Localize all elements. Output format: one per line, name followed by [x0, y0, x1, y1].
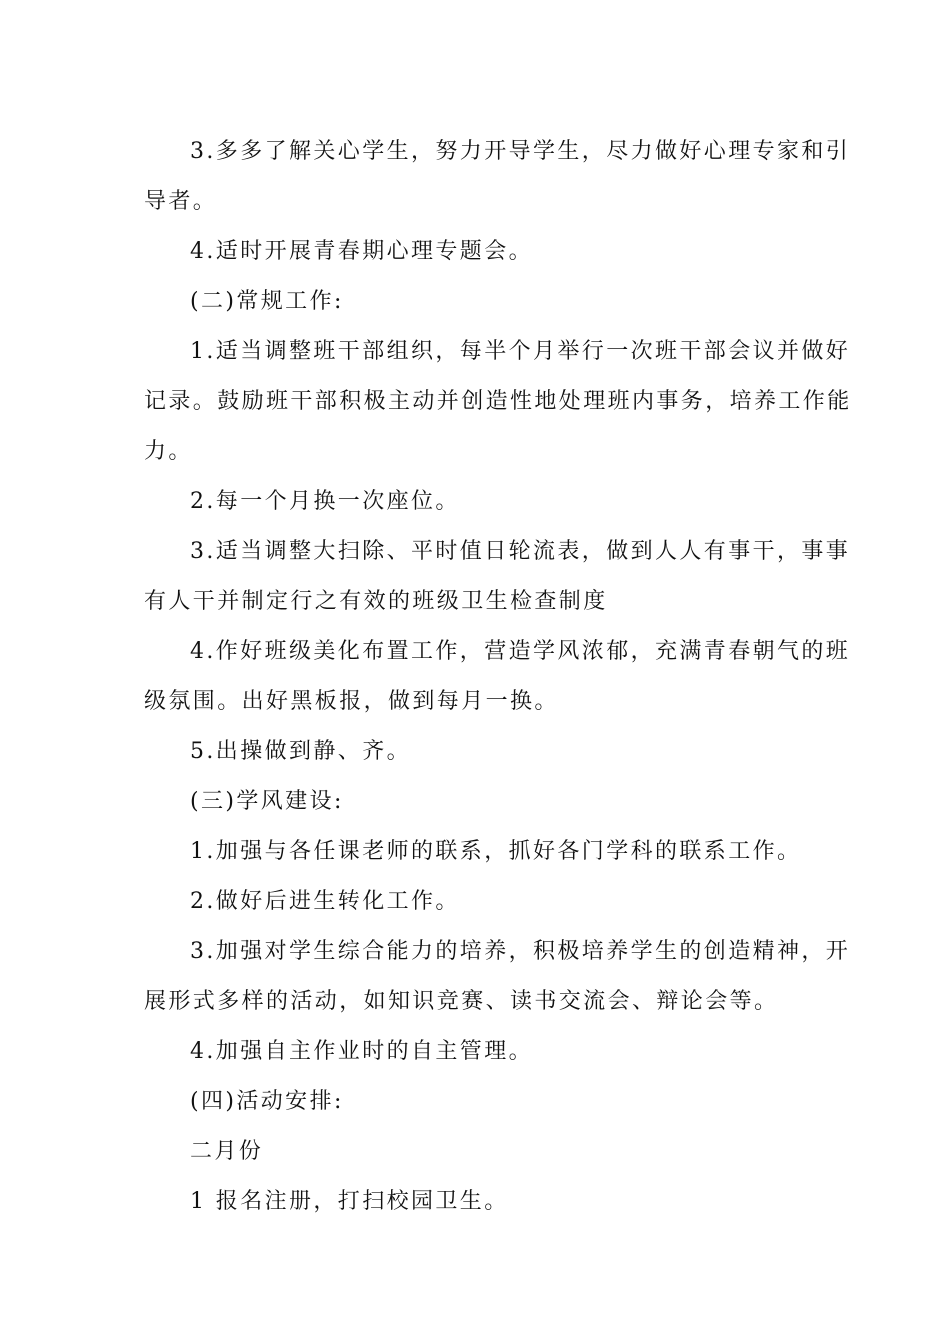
text-line: 2.做好后进生转化工作。: [190, 889, 460, 914]
text-line: 5.出操做到静、齐。: [190, 739, 411, 764]
text-line: 展形式多样的活动，如知识竞赛、读书交流会、辩论会等。: [144, 989, 779, 1014]
text-line: 导者。: [144, 189, 218, 214]
text-line: 1.适当调整班干部组织，每半个月举行一次班干部会议并做好: [190, 339, 851, 364]
section-heading: (三)学风建设:: [190, 789, 344, 814]
text-line: 4.适时开展青春期心理专题会。: [190, 239, 533, 264]
text-line: 级氛围。出好黑板报，做到每月一换。: [144, 689, 559, 714]
text-line: 记录。鼓励班干部积极主动并创造性地处理班内事务，培养工作能: [144, 389, 852, 414]
section-heading: (二)常规工作:: [190, 289, 344, 314]
text-line: 二月份: [190, 1139, 264, 1164]
text-line: 力。: [144, 439, 193, 464]
text-line: 4.加强自主作业时的自主管理。: [190, 1039, 533, 1064]
text-line: 4.作好班级美化布置工作，营造学风浓郁，充满青春朝气的班: [190, 639, 851, 664]
text-line: 有人干并制定行之有效的班级卫生检查制度: [144, 589, 608, 614]
text-line: 3.适当调整大扫除、平时值日轮流表，做到人人有事干，事事: [190, 539, 851, 564]
text-line: 3.加强对学生综合能力的培养，积极培养学生的创造精神，开: [190, 939, 851, 964]
section-heading: (四)活动安排:: [190, 1089, 344, 1114]
text-line: 1 报名注册，打扫校园卫生。: [190, 1189, 509, 1214]
text-line: 2.每一个月换一次座位。: [190, 489, 460, 514]
text-line: 3.多多了解关心学生，努力开导学生，尽力做好心理专家和引: [190, 139, 851, 164]
text-line: 1.加强与各任课老师的联系，抓好各门学科的联系工作。: [190, 839, 802, 864]
